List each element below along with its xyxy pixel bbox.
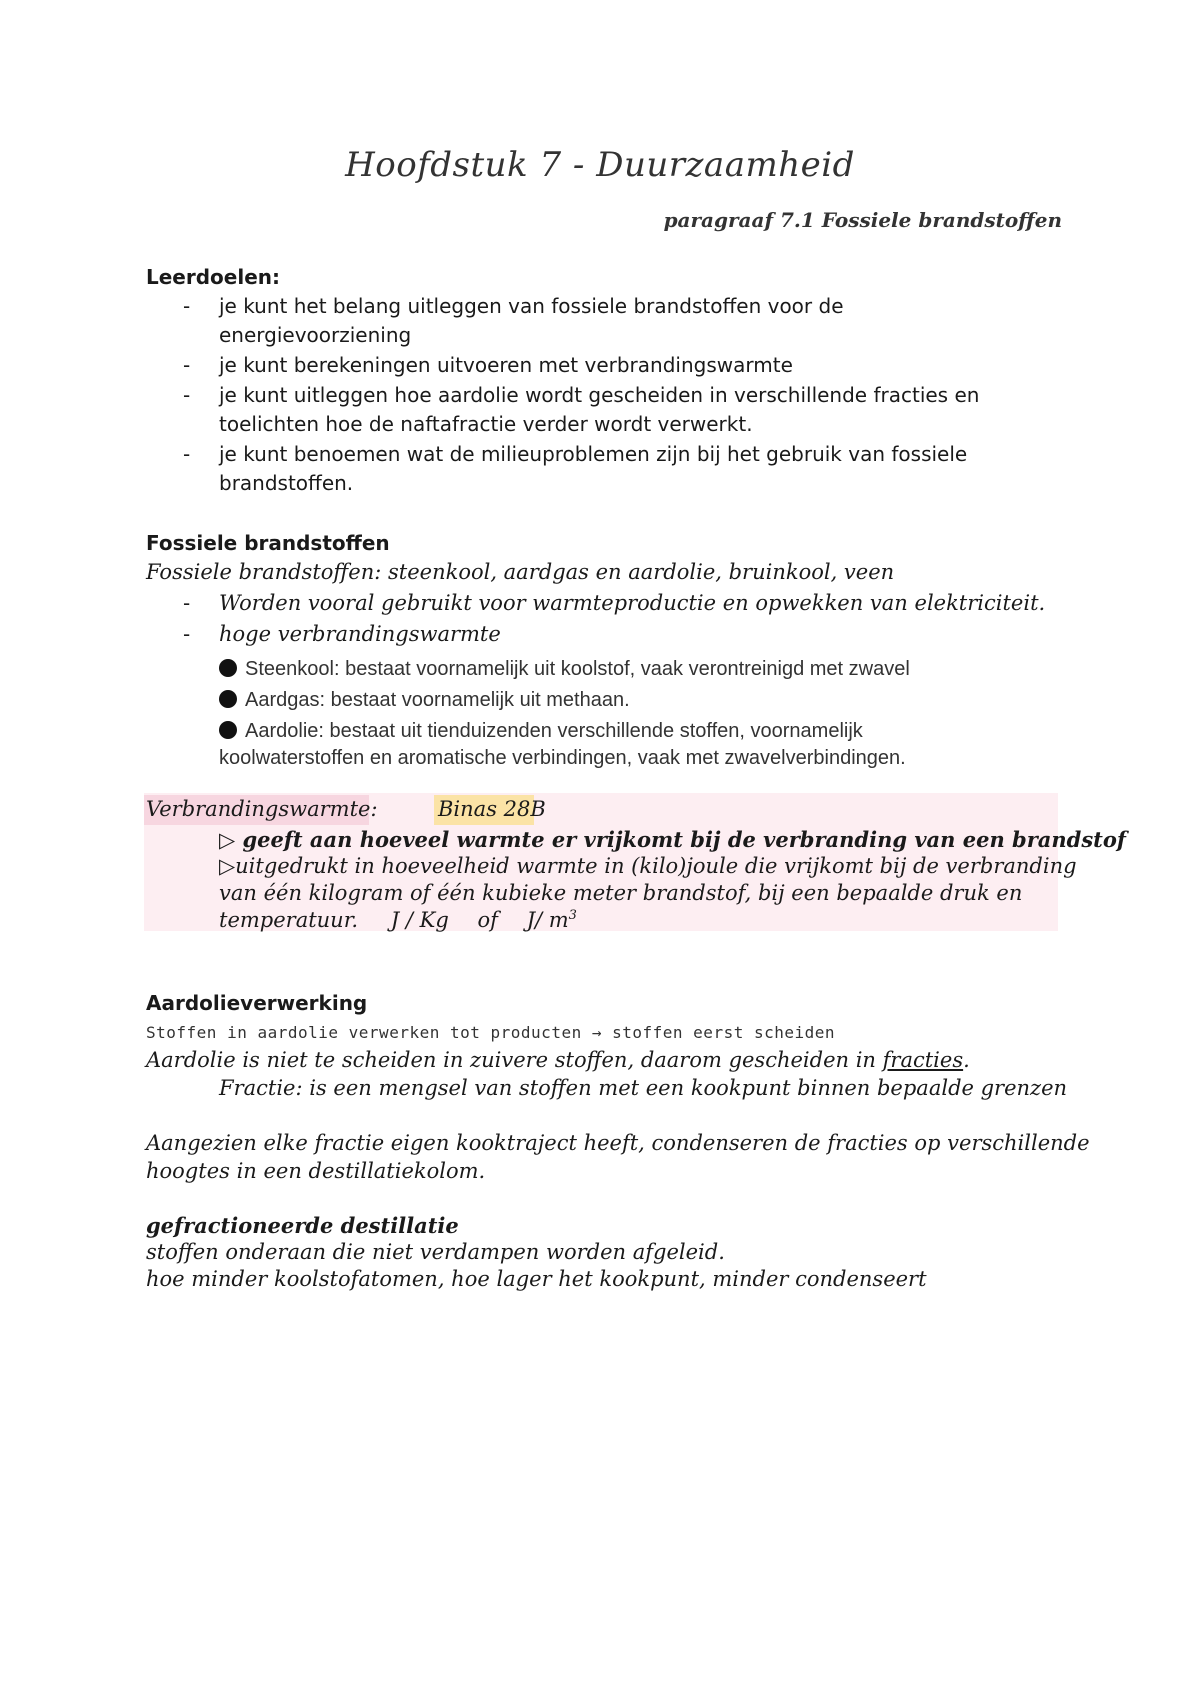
page-title: Hoofdstuk 7 - Duurzaamheid (345, 145, 855, 185)
bullet-item (219, 658, 910, 681)
leerdoel-1-line-1: je kunt het belang uitleggen van fossiele brandstoffen voor de (219, 294, 844, 318)
leerdoel-3-line-2: toelichten hoe de naftafractie verder wordt verwerkt. (219, 412, 753, 436)
dash: - (183, 353, 191, 377)
superscript: 3 (568, 908, 577, 923)
leerdoel-1-line-2: energievoorziening (219, 323, 412, 347)
binas-reference: Binas 28B (438, 797, 546, 821)
unit-per-kg: J / Kg (390, 908, 449, 932)
dash: - (183, 383, 191, 407)
verbranding-definition-4 (219, 908, 577, 932)
verbrandingswarmte-label: Verbrandingswarmte: (146, 797, 378, 821)
unit-per-m3: J/ m (526, 908, 569, 932)
dash: - (183, 442, 191, 466)
paragraph-heading: paragraaf 7.1 Fossiele brandstoffen (663, 208, 1062, 232)
dash: - (183, 622, 191, 646)
verbranding-definition-2: ▷uitgedrukt in hoeveelheid warmte in (kilo)joule die vrijkomt bij de verbranding (219, 854, 1077, 878)
destillatie-line-1: stoffen onderaan die niet verdampen worden afgeleid. (146, 1240, 725, 1264)
leerdoel-3-line-1: je kunt uitleggen hoe aardolie wordt gescheiden in verschillende fracties en (219, 383, 980, 407)
fossiele-heading: Fossiele brandstoffen (146, 531, 390, 555)
verbranding-definition-3: van één kilogram of één kubieke meter brandstof, bij een bepaalde druk en (219, 881, 1023, 905)
fossiele-dash-item-2: hoge verbrandingswarmte (219, 622, 501, 646)
fossiele-intro: Fossiele brandstoffen: steenkool, aardgas en aardolie, bruinkool, veen (146, 560, 895, 584)
leerdoelen-heading: Leerdoelen: (146, 265, 281, 289)
bullet-icon (219, 690, 237, 708)
temperatuur-text: temperatuur. (219, 908, 359, 932)
bullet-text: Aardgas: bestaat voornamelijk uit methaan. (245, 689, 630, 711)
aardolie-heading: Aardolieverwerking (146, 991, 368, 1015)
bullet-item (219, 720, 863, 743)
leerdoel-4-line-1: je kunt benoemen wat de milieuproblemen zijn bij het gebruik van fossiele (219, 442, 968, 466)
dash: - (183, 591, 191, 615)
bullet-icon (219, 721, 237, 739)
fractie-definition: Fractie: is een mengsel van stoffen met een kookpunt binnen bepaalde grenzen (219, 1076, 1068, 1100)
bullet-continuation: koolwaterstoffen en aromatische verbindingen, vaak met zwavelverbindingen. (219, 747, 906, 769)
destillatie-heading: gefractioneerde destillatie (146, 1213, 459, 1238)
or-word: of (477, 908, 498, 932)
destillatie-line-2: hoe minder koolstofatomen, hoe lager het kookpunt, minder condenseert (146, 1267, 927, 1291)
leerdoel-4-line-2: brandstoffen. (219, 471, 354, 495)
fossiele-dash-item-1: Worden vooral gebruikt voor warmteproductie en opwekken van elektriciteit. (219, 591, 1046, 615)
aardolie-paragraph-line-2: hoogtes in een destillatiekolom. (146, 1159, 486, 1183)
bullet-item (219, 689, 630, 712)
period: . (963, 1048, 970, 1072)
aardolie-line-1 (146, 1048, 970, 1072)
bullet-text: Steenkool: bestaat voornamelijk uit koolstof, vaak verontreinigd met zwavel (245, 658, 910, 680)
dash: - (183, 294, 191, 318)
bullet-icon (219, 659, 237, 677)
leerdoel-2-line-1: je kunt berekeningen uitvoeren met verbrandingswarmte (219, 353, 793, 377)
aardolie-line-1-text: Aardolie is niet te scheiden in zuivere stoffen, daarom gescheiden in (146, 1048, 883, 1072)
aardolie-paragraph-line-1: Aangezien elke fractie eigen kooktraject heeft, condenseren de fracties op verschillende (146, 1131, 1090, 1155)
fracties-term: fracties (882, 1048, 964, 1072)
aardolie-mono-line: Stoffen in aardolie verwerken tot producten → stoffen eerst scheiden (146, 1023, 836, 1042)
bullet-text: Aardolie: bestaat uit tienduizenden verschillende stoffen, voornamelijk (245, 720, 863, 742)
verbranding-definition-1: ▷ geeft aan hoeveel warmte er vrijkomt bij de verbranding van een brandstof (219, 827, 1126, 852)
